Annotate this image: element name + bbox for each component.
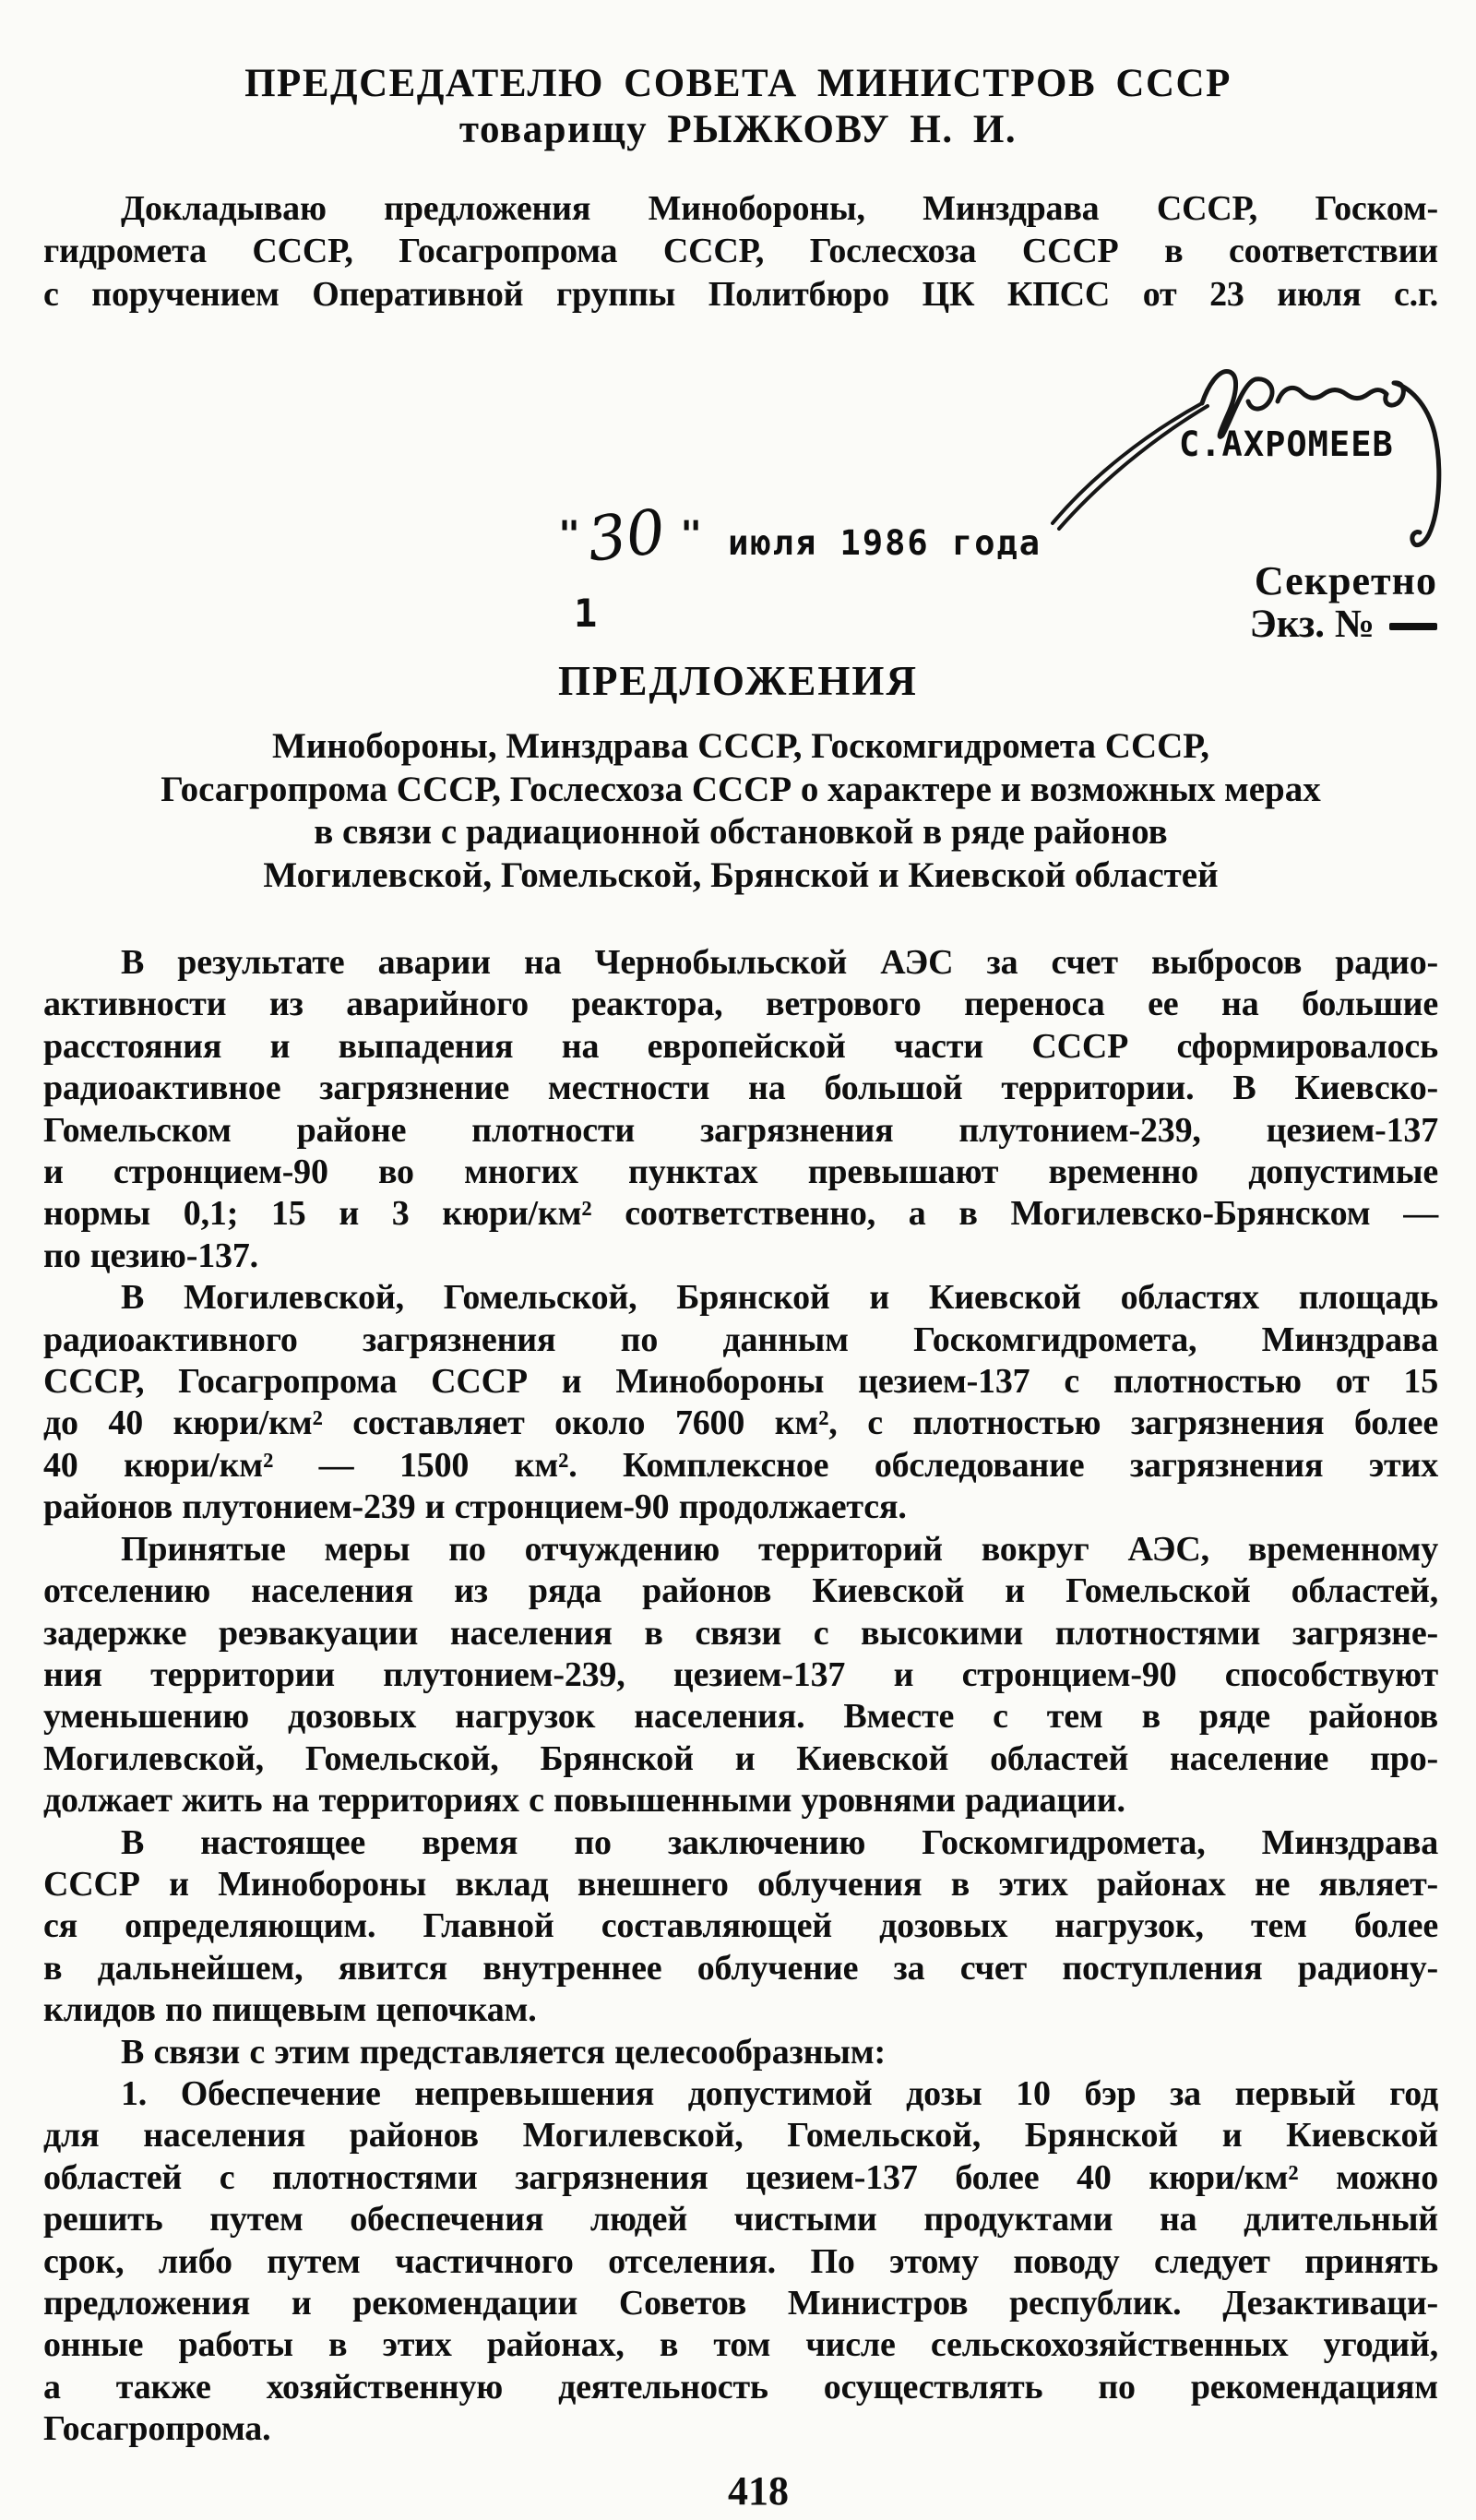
- text-line: Минобороны, Минздрава СССР, Госкомгидромета СССР,: [271, 726, 1210, 766]
- text-line: гидромета СССР, Госагропрома СССР, Гослесхоза СССР в соответствии: [43, 232, 1438, 271]
- secrecy-stamp: Секретно: [1254, 558, 1437, 603]
- text-line: срок, либо путем частичного отселения. По этому поводу следует принять: [43, 2241, 1438, 2281]
- text-line: В Могилевской, Гомельской, Брянской и Киевской областях площадь: [121, 1278, 1438, 1318]
- copy-number-text: Экз. №: [1249, 603, 1375, 646]
- text-line: Докладываю предложения Минобороны, Минздрава СССР, Госком-: [121, 189, 1438, 228]
- text-line: областей с плотностями загрязнения цезием-137 более 40 кюри/км² можно: [43, 2157, 1438, 2197]
- paragraph: [43, 1822, 1438, 2032]
- text-line: радиоактивное загрязнение местности на большой территории. В Киевско-: [43, 1069, 1438, 1108]
- text-line: онные работы в этих районах, в том числе сельскохозяйственных угодий,: [43, 2325, 1438, 2365]
- text-line: задержке реэвакуации населения в связи с высокими плотностями загрязне-: [43, 1613, 1438, 1653]
- text-line: с поручением Оперативной группы Политбюро ЦК КПСС от 23 июля с.г.: [43, 274, 1438, 314]
- recipient-line-2: товарищу РЫЖКОВУ Н. И.: [458, 108, 1018, 151]
- copy-digit: 1: [574, 591, 598, 636]
- text-line: радиоактивного загрязнения по данным Госкомгидромета, Минздрава: [43, 1320, 1438, 1359]
- text-line: ния территории плутонием-239, цезием-137 и стронцием-90 способствуют: [43, 1654, 1438, 1694]
- text-line: В связи с этим представляется целесообразным:: [121, 2032, 886, 2072]
- text-line: нормы 0,1; 15 и 3 кюри/км² соответственно, а в Могилевско-Брянском —: [43, 1194, 1438, 1234]
- close-quote: ": [680, 514, 703, 556]
- date-typed-text: июля 1986 года: [728, 523, 1042, 563]
- text-line: отселению населения из ряда районов Киевской и Гомельской областей,: [43, 1571, 1438, 1611]
- text-line: Принятые меры по отчуждению территорий вокруг АЭС, временному: [121, 1529, 1438, 1569]
- text-line: в дальнейшем, явится внутреннее облучение за счет поступления радиону-: [43, 1948, 1438, 1988]
- text-line: Гомельском районе плотности загрязнения плутонием-239, цезием-137: [43, 1110, 1438, 1150]
- intro-paragraph: [43, 187, 1438, 316]
- text-line: и стронцием-90 во многих пунктах превышают временно допустимые: [43, 1153, 1438, 1192]
- document-body: [43, 942, 1438, 2451]
- text-line: 40 кюри/км² — 1500 км². Комплексное обследование загрязнения этих: [43, 1445, 1438, 1485]
- text-line: а также хозяйственную деятельность осуществлять по рекомендациям: [43, 2367, 1438, 2407]
- signature-name: С.АХРОМЕЕВ: [1179, 424, 1394, 464]
- text-line: ся определяющим. Главной составляющей дозовых нагрузок, тем более: [43, 1906, 1438, 1946]
- text-line: Госагропрома.: [43, 2409, 271, 2449]
- paragraph: [43, 942, 1438, 1277]
- open-quote: ": [558, 514, 581, 556]
- text-line: до 40 кюри/км² составляет около 7600 км², с плотностью загрязнения более: [43, 1403, 1438, 1443]
- text-line: решить путем обеспечения людей чистыми продуктами на длительный: [43, 2200, 1438, 2239]
- text-line: расстояния и выпадения на европейской части СССР сформировалось: [43, 1026, 1438, 1066]
- text-line: Могилевской, Гомельской, Брянской и Киевской областей население про-: [43, 1738, 1438, 1778]
- handwritten-day: 30: [583, 496, 670, 576]
- copy-number-blank-line: [1389, 623, 1437, 630]
- text-line: районов плутонием-239 и стронцием-90 продолжается.: [43, 1487, 907, 1527]
- text-line: 1. Обеспечение непревышения допустимой дозы 10 бэр за первый год: [121, 2073, 1438, 2113]
- text-line: клидов по пищевым цепочкам.: [43, 1990, 537, 2030]
- paragraph: [43, 2032, 1438, 2073]
- paragraph: [43, 2073, 1438, 2451]
- paragraph: [43, 1529, 1438, 1822]
- text-line: В результате аварии на Чернобыльской АЭС за счет выбросов радио-: [121, 943, 1438, 982]
- paragraph: [43, 1277, 1438, 1528]
- text-line: в связи с радиационной обстановкой в ряде районов: [314, 812, 1168, 852]
- text-line: должает жить на территориях с повышенными уровнями радиации.: [43, 1781, 1125, 1821]
- recipient-line-1: ПРЕДСЕДАТЕЛЮ СОВЕТА МИНИСТРОВ СССР: [244, 62, 1232, 105]
- text-line: уменьшению дозовых нагрузок населения. Вместе с тем в ряде районов: [43, 1697, 1438, 1737]
- date-line: [558, 496, 1042, 576]
- text-line: СССР и Минобороны вклад внешнего облучения в этих районах не являет-: [43, 1864, 1438, 1904]
- text-line: Могилевской, Гомельской, Брянской и Киевской областей: [263, 854, 1219, 895]
- text-line: активности из аварийного реактора, ветрового переноса ее на большие: [43, 985, 1438, 1024]
- proposals-title: ПРЕДЛОЖЕНИЯ: [558, 658, 918, 704]
- recipient-heading: [0, 61, 1476, 153]
- text-line: В настоящее время по заключению Госкомгидромета, Минздрава: [121, 1822, 1438, 1862]
- text-line: для населения районов Могилевской, Гомельской, Брянской и Киевской: [43, 2116, 1438, 2156]
- text-line: Госагропрома СССР, Гослесхоза СССР о характере и возможных мерах: [161, 769, 1321, 809]
- copy-number-label: [1250, 602, 1437, 647]
- text-line: предложения и рекомендации Советов Министров республик. Дезактиваци-: [43, 2284, 1438, 2323]
- text-line: СССР, Госагропрома СССР и Минобороны цезием-137 с плотностью от 15: [43, 1362, 1438, 1402]
- proposals-subtitle: [43, 725, 1438, 897]
- text-line: по цезию-137.: [43, 1236, 258, 1275]
- page-number: 418: [728, 2468, 789, 2514]
